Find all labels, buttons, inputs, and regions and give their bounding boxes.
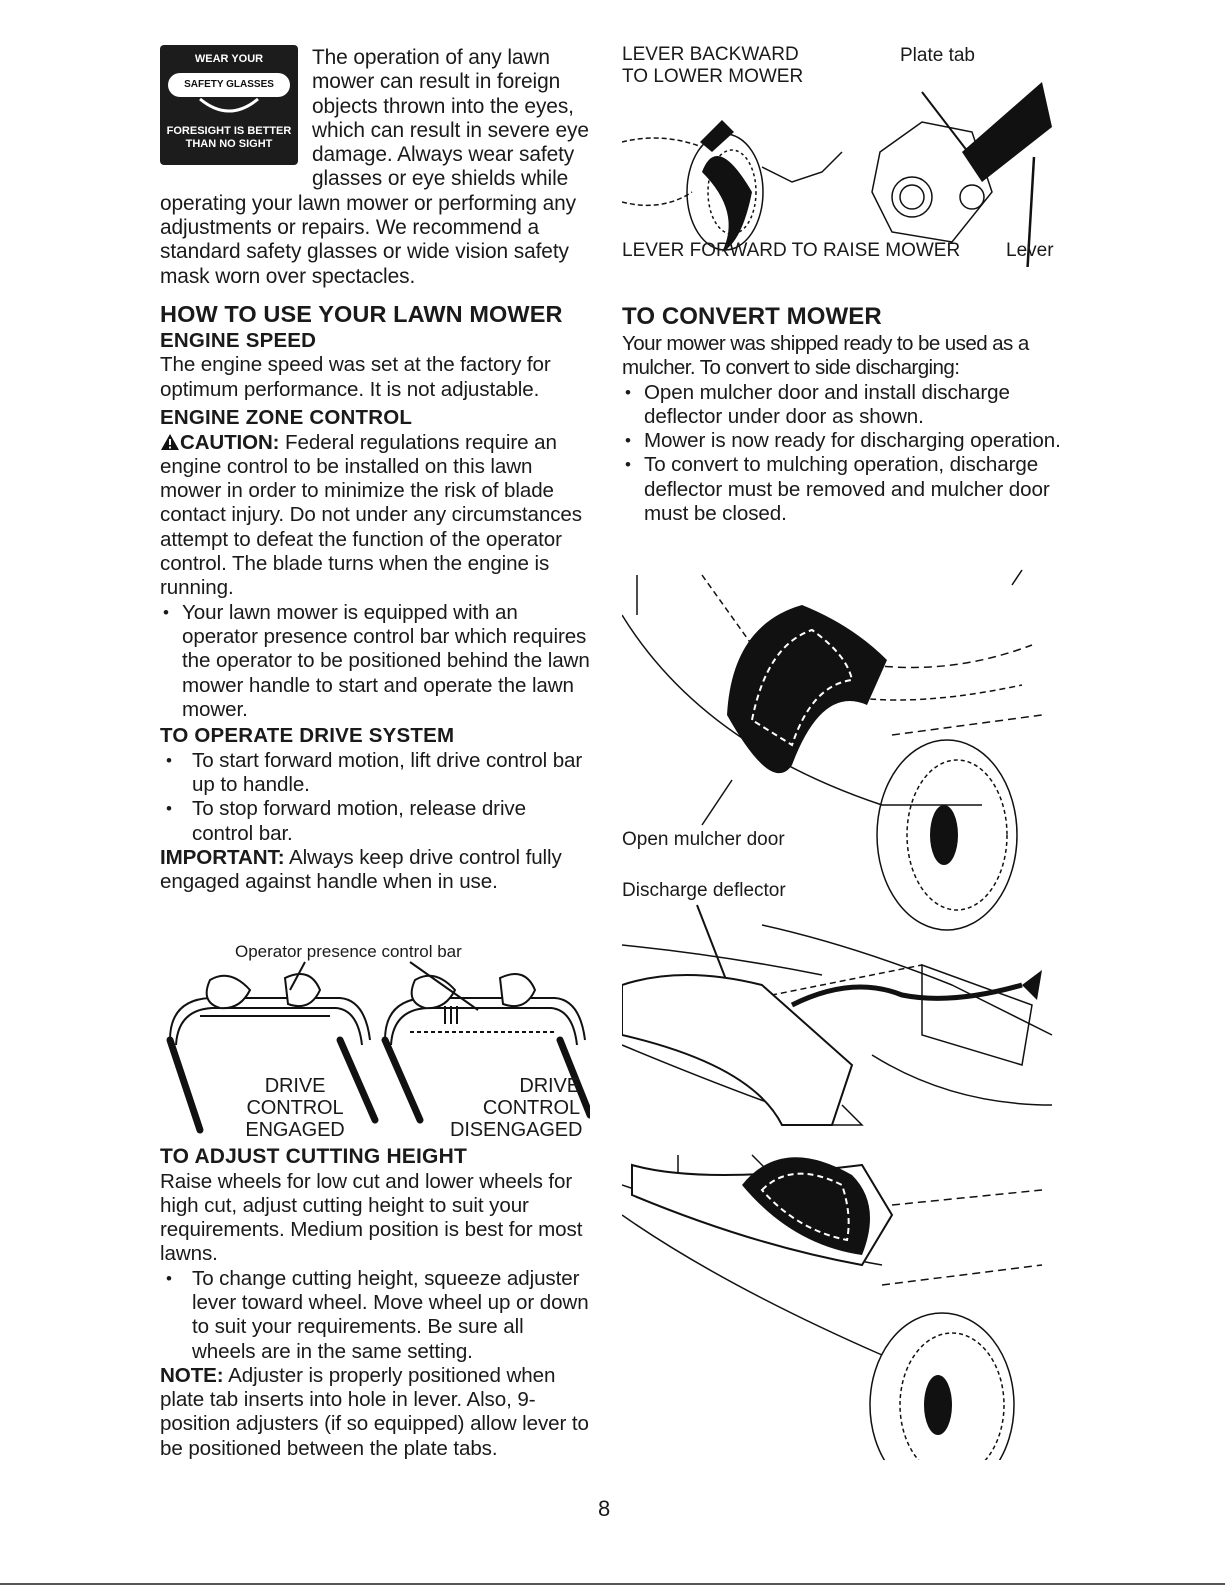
badge-line-2: SAFETY GLASSES — [168, 73, 290, 97]
plate-tab-label: Plate tab — [900, 45, 975, 66]
deflector-label: Discharge deflector — [622, 880, 786, 901]
cutting-height-text: Raise wheels for low cut and lower wheels for high cut, adjust cutting height to suit your requirements. Medium position is best for most lawns. — [160, 1169, 583, 1266]
height-adjuster-figure — [622, 42, 1062, 272]
note-label: NOTE: — [160, 1363, 224, 1387]
intro-paragraph: The operation of any lawn mower can result in foreign objects thrown into the eyes, which can result in severe eye damage. Always wear safety glasses or eye shields while operating your lawn mower or performing any adjustments or repairs. We recommend a standard safety glasses or wide vision safety mask worn over spectacles. — [160, 46, 589, 288]
important-paragraph — [160, 846, 592, 895]
caution-paragraph — [160, 431, 592, 601]
height-adjuster-illustration — [622, 72, 1062, 267]
list-item: • To change cutting height, squeeze adjuster lever toward wheel. Move wheel up or down to suit your requirements. Be sure all wheels are in the same setting. — [160, 1267, 592, 1364]
drive-system-title: TO OPERATE DRIVE SYSTEM — [160, 724, 455, 748]
lever-label: Lever — [1006, 240, 1054, 261]
important-text: Always keep drive control fully engaged against handle when in use. — [160, 845, 562, 894]
list-item: • Your lawn mower is equipped with an operator presence control bar which requires the operator to be positioned behind the lawn mower handle to start and operate the lawn mower. — [160, 601, 592, 722]
convert-title: TO CONVERT MOWER — [622, 303, 882, 330]
convert-section — [622, 302, 1064, 526]
drive-figure-caption: Operator presence control bar — [235, 942, 462, 961]
badge-line-1: WEAR YOUR — [194, 53, 264, 65]
drive-control-figure — [160, 940, 590, 1145]
engine-zone-bullets — [160, 601, 592, 722]
engine-zone-title: ENGINE ZONE CONTROL — [160, 406, 413, 430]
mulcher-figure — [622, 565, 1062, 1460]
important-label: IMPORTANT: — [160, 845, 285, 869]
note-text: Adjuster is properly positioned when plate tab inserts into hole in lever. Also, 9-position adjusters (if so equipped) allow lever to be positioned between the plate tabs. — [160, 1363, 589, 1460]
caution-text: Federal regulations require an engine control to be installed on this lawn mower in order to minimize the risk of blade contact injury. Do not under any circumstances attempt to defeat the function of the operator control. The blade turns when the engine is running. — [160, 430, 582, 600]
cutting-height-bullets — [160, 1267, 592, 1364]
drive-system-bullets — [160, 749, 592, 846]
cutting-height-title: TO ADJUST CUTTING HEIGHT — [160, 1145, 467, 1168]
list-item: • To stop forward motion, release drive control bar. — [160, 797, 592, 846]
engaged-label: DRIVE CONTROL ENGAGED — [245, 1075, 345, 1141]
disengaged-label: DRIVE CONTROL DISENGAGED — [450, 1075, 583, 1141]
left-column — [160, 46, 592, 894]
list-item: • Open mulcher door and install discharge deflector under door as shown. — [622, 381, 1064, 430]
list-item: • To start forward motion, lift drive control bar up to handle. — [160, 749, 592, 798]
convert-text: Your mower was shipped ready to be used as a mulcher. To convert to side discharging: — [622, 332, 1029, 380]
badge-line-3: FORESIGHT IS BETTER THAN NO SIGHT — [166, 125, 292, 150]
cutting-height-section — [160, 1145, 592, 1461]
how-to-use-title: HOW TO USE YOUR LAWN MOWER — [160, 300, 563, 327]
warning-icon — [160, 433, 180, 451]
convert-bullets — [622, 381, 1064, 527]
engine-speed-text: The engine speed was set at the factory for optimum performance. It is not adjustable. — [160, 353, 551, 401]
note-paragraph — [160, 1364, 592, 1461]
page-number: 8 — [598, 1496, 611, 1521]
open-door-label: Open mulcher door — [622, 829, 785, 850]
caution-label: CAUTION: — [180, 430, 280, 454]
mulcher-illustration — [622, 565, 1062, 1460]
list-item: • Mower is now ready for discharging operation. — [622, 429, 1064, 453]
lever-forward-label: LEVER FORWARD TO RAISE MOWER — [622, 240, 961, 261]
lever-backward-label: LEVER BACKWARD TO LOWER MOWER — [622, 44, 804, 87]
list-item: • To convert to mulching operation, discharge deflector must be removed and mulcher door must be closed. — [622, 453, 1064, 526]
engine-speed-title: ENGINE SPEED — [160, 328, 317, 352]
